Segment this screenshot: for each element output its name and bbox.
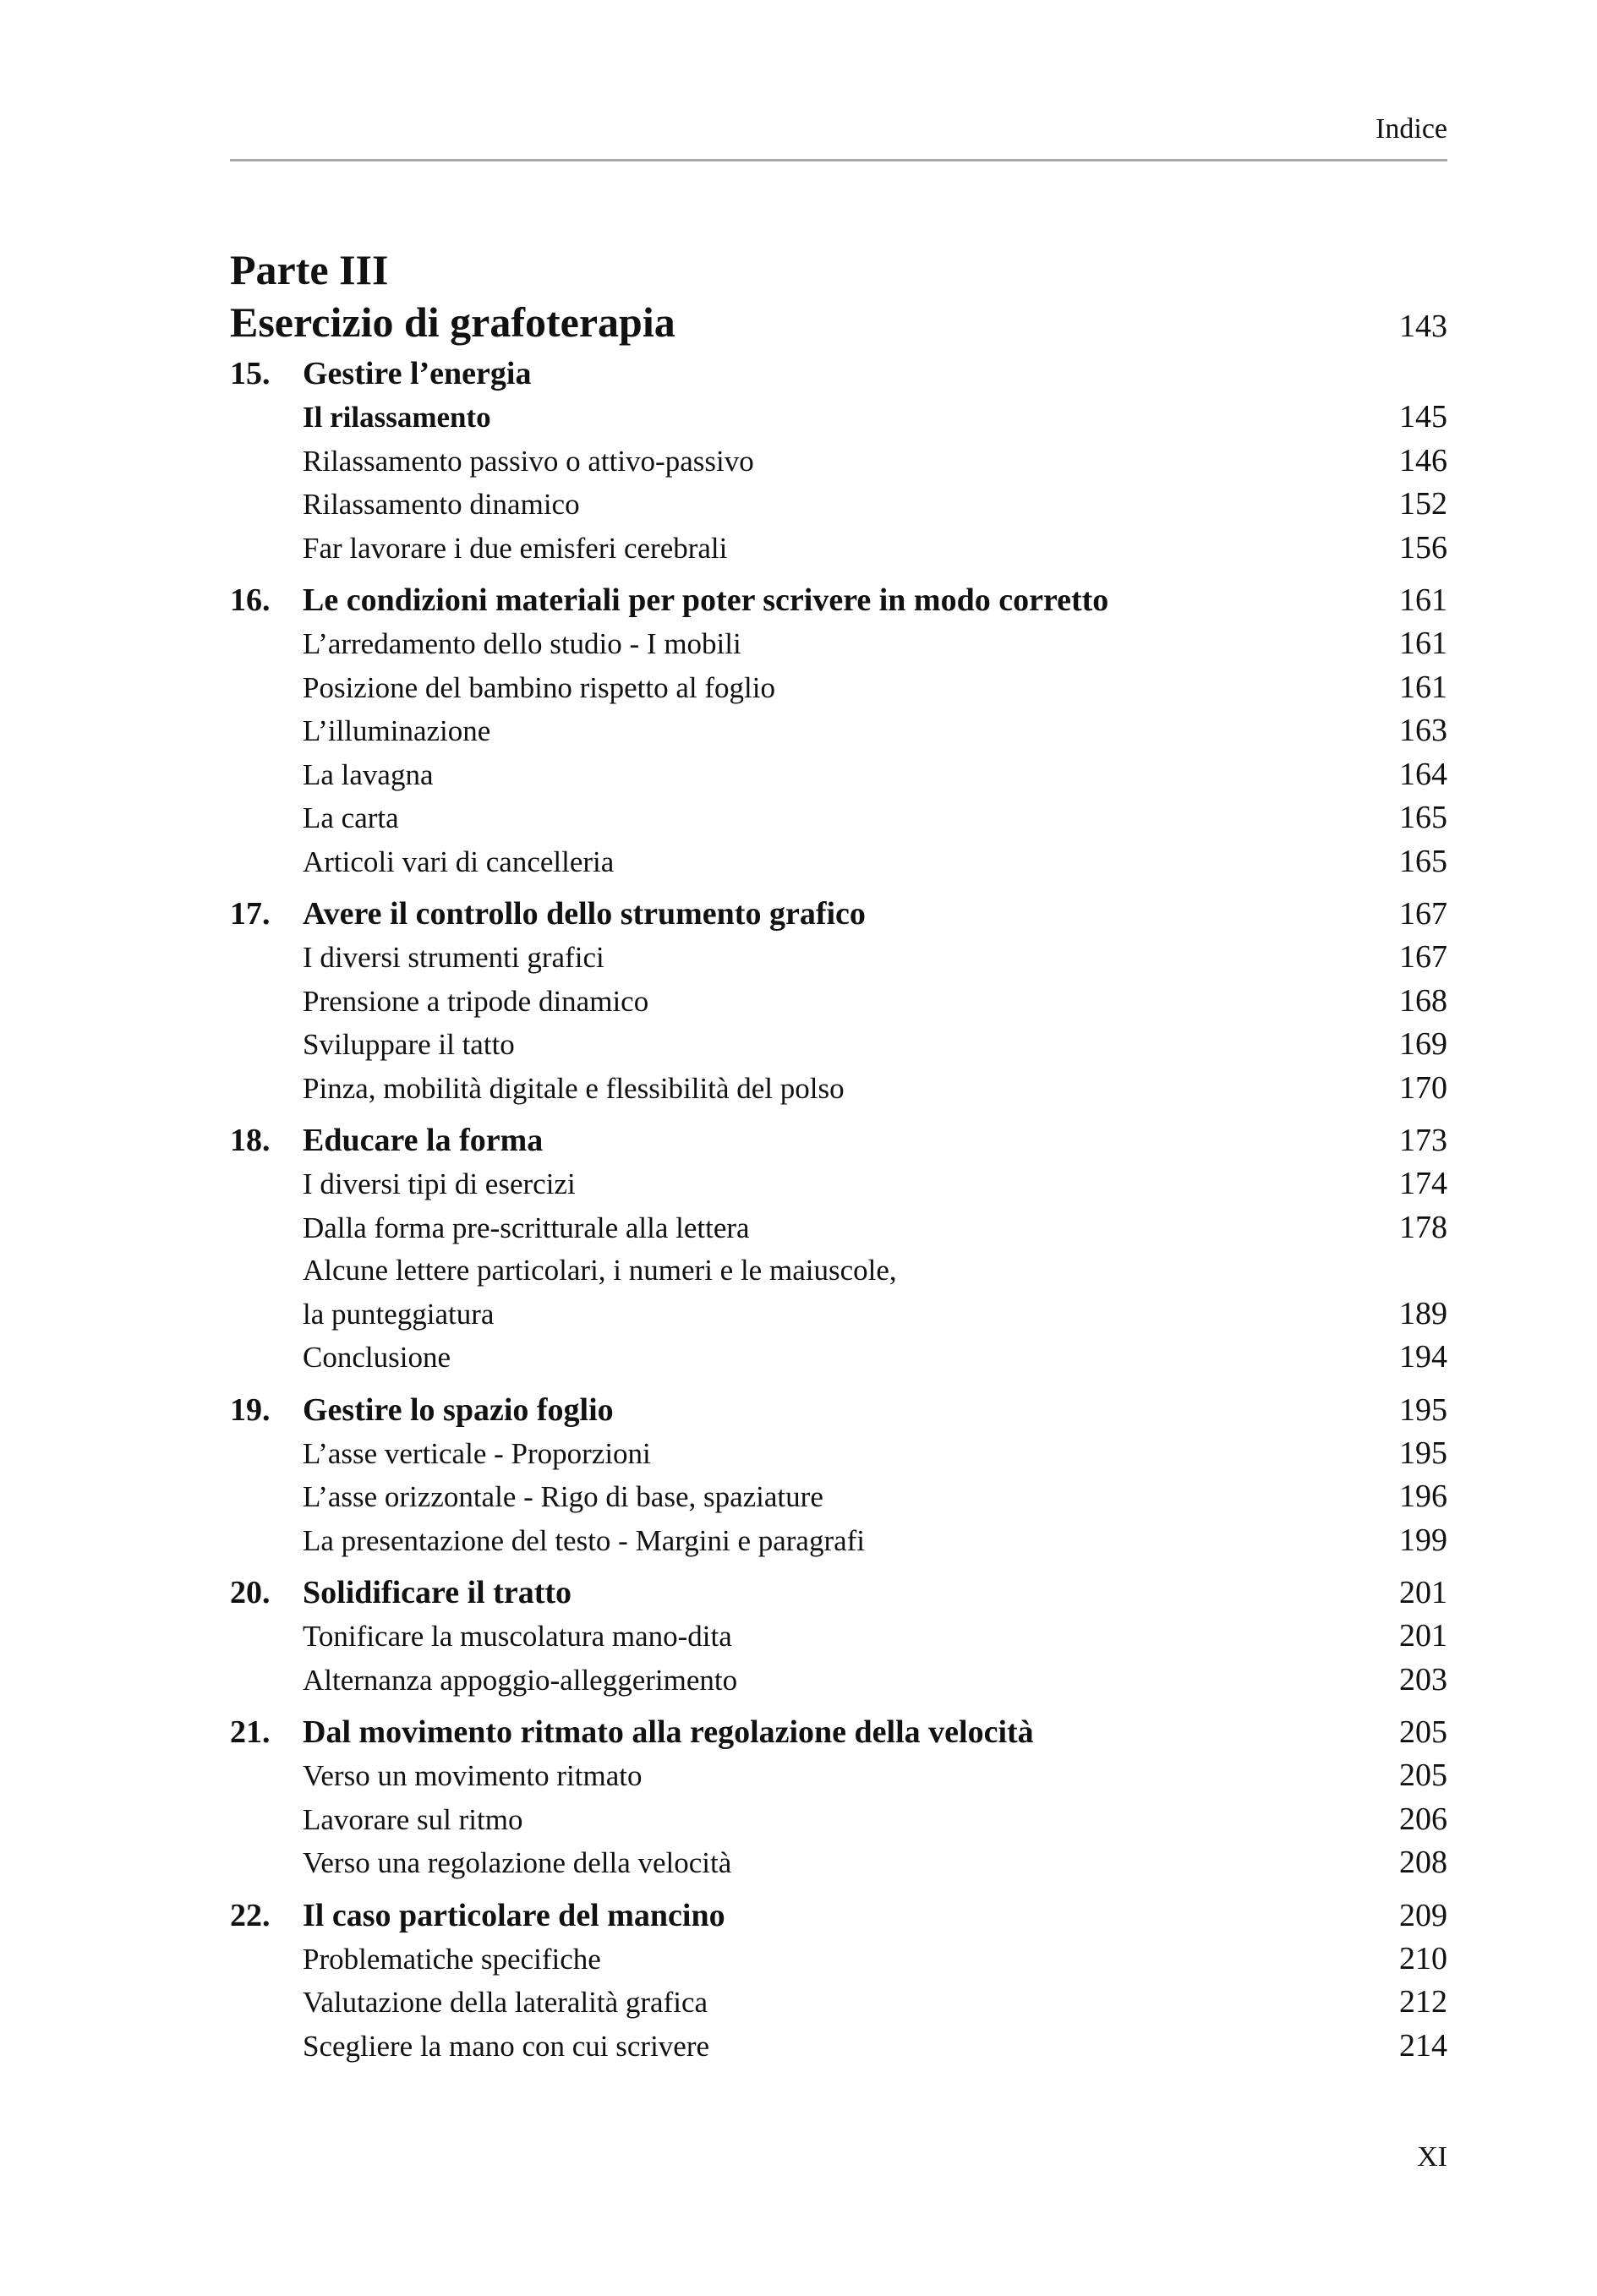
page-number: 195 (1399, 1435, 1447, 1471)
table-of-contents (230, 352, 1447, 2076)
page-number: 210 (1399, 1940, 1447, 1976)
chapter-heading[interactable] (230, 1118, 1447, 1162)
section-title: Lavorare sul ritmo (303, 1802, 523, 1836)
toc-entry[interactable] (230, 1798, 1447, 1842)
chapter-20 (230, 1571, 1447, 1702)
page-number: 212 (1399, 1984, 1447, 2020)
page-number: 196 (1399, 1479, 1447, 1514)
chapter-heading[interactable] (230, 1710, 1447, 1754)
toc-entry[interactable] (230, 527, 1447, 571)
toc-entry[interactable] (230, 1249, 1447, 1293)
section-title: Alternanza appoggio-alleggerimento (303, 1663, 738, 1697)
toc-entry[interactable] (230, 1981, 1447, 2025)
page-number: 167 (1399, 939, 1447, 975)
page-number: 170 (1399, 1069, 1447, 1106)
toc-entry[interactable] (230, 1023, 1447, 1067)
section-title: Il rilassamento (303, 401, 491, 434)
section-title: Valutazione della lateralità grafica (303, 1986, 708, 2019)
page-number: 203 (1399, 1661, 1447, 1697)
chapter-heading[interactable] (230, 1571, 1447, 1615)
chapter-number: 22. (230, 1897, 271, 1933)
toc-entry[interactable] (230, 1293, 1447, 1337)
section-title: Articoli vari di cancelleria (303, 845, 615, 878)
toc-entry[interactable] (230, 1659, 1447, 1703)
toc-entry[interactable] (230, 1938, 1447, 1982)
chapter-title: Il caso particolare del mancino (303, 1897, 725, 1933)
section-title: la punteggiatura (303, 1297, 495, 1331)
part-label: Parte III (230, 246, 389, 293)
toc-entry[interactable] (230, 1475, 1447, 1519)
page-number: 165 (1399, 800, 1447, 835)
section-title: Prensione a tripode dinamico (303, 984, 649, 1018)
chapter-number: 19. (230, 1391, 271, 1428)
chapter-heading[interactable] (230, 892, 1447, 936)
section-title: Dalla forma pre-scritturale alla lettera (303, 1211, 750, 1244)
chapter-number: 16. (230, 582, 271, 618)
page-number: 205 (1399, 1758, 1447, 1793)
page-number: 146 (1399, 442, 1447, 478)
page-number: 168 (1399, 982, 1447, 1019)
chapter-22 (230, 1894, 1447, 2069)
toc-entry[interactable] (230, 1432, 1447, 1476)
toc-entry[interactable] (230, 753, 1447, 797)
toc-entry[interactable] (230, 1519, 1447, 1563)
part-title-row[interactable] (230, 296, 1447, 353)
chapter-heading[interactable] (230, 578, 1447, 622)
toc-entry[interactable] (230, 666, 1447, 710)
section-title: Alcune lettere particolari, i numeri e le maiuscole, (303, 1254, 897, 1287)
running-head: Indice (1375, 113, 1447, 145)
chapter-heading[interactable] (230, 352, 1447, 396)
header-rule (230, 159, 1447, 161)
chapter-number: 20. (230, 1575, 271, 1610)
chapter-18 (230, 1118, 1447, 1380)
section-title: Conclusione (303, 1341, 451, 1374)
section-title: La presentazione del testo - Margini e paragrafi (303, 1523, 866, 1557)
page-number: 165 (1399, 843, 1447, 879)
chapter-title: Gestire l’energia (303, 356, 532, 391)
toc-entry[interactable] (230, 980, 1447, 1024)
chapter-16 (230, 578, 1447, 883)
section-title: L’illuminazione (303, 714, 491, 747)
page-number: 199 (1399, 1522, 1447, 1558)
section-title: Scegliere la mano con cui scrivere (303, 2029, 710, 2063)
section-title: L’asse verticale - Proporzioni (303, 1436, 651, 1470)
page-number: 164 (1399, 756, 1447, 792)
page-number: 174 (1399, 1166, 1447, 1201)
chapter-title: Dal movimento ritmato alla regolazione della velocità (303, 1714, 1034, 1750)
chapter-title: Avere il controllo dello strumento grafico (303, 896, 866, 932)
toc-entry[interactable] (230, 796, 1447, 840)
toc-entry[interactable] (230, 1754, 1447, 1798)
section-title: L’asse orizzontale - Rigo di base, spaziature (303, 1480, 823, 1513)
chapter-17 (230, 892, 1447, 1110)
page-number: 201 (1399, 1618, 1447, 1654)
page-number: 145 (1399, 399, 1447, 435)
section-title: La carta (303, 801, 399, 834)
toc-entry[interactable] (230, 622, 1447, 666)
chapter-19 (230, 1388, 1447, 1563)
page-number: 209 (1399, 1897, 1447, 1933)
page-number: 161 (1399, 626, 1447, 661)
page-number: 214 (1399, 2027, 1447, 2064)
page-number: 161 (1399, 669, 1447, 705)
chapter-number: 17. (230, 896, 271, 932)
toc-entry[interactable] (230, 2025, 1447, 2069)
chapter-title: Solidificare il tratto (303, 1575, 572, 1610)
toc-entry[interactable] (230, 1067, 1447, 1111)
chapter-number: 15. (230, 356, 271, 391)
page-folio: XI (1417, 2141, 1447, 2173)
toc-entry[interactable] (230, 709, 1447, 753)
chapter-number: 21. (230, 1714, 271, 1750)
section-title: Verso una regolazione della velocità (303, 1846, 732, 1879)
page-number: 143 (1399, 309, 1447, 344)
page-number: 152 (1399, 486, 1447, 522)
section-title: Verso un movimento ritmato (303, 1759, 643, 1792)
toc-entry[interactable] (230, 440, 1447, 484)
toc-entry[interactable] (230, 483, 1447, 527)
chapter-heading[interactable] (230, 1388, 1447, 1432)
section-title: Far lavorare i due emisferi cerebrali (303, 531, 728, 565)
page-number: 161 (1399, 582, 1447, 618)
page-number: 167 (1399, 896, 1447, 932)
chapter-heading[interactable] (230, 1894, 1447, 1938)
part-title: Esercizio di grafoterapia (230, 298, 675, 346)
page-number: 173 (1399, 1123, 1447, 1158)
section-title: Pinza, mobilità digitale e flessibilità del polso (303, 1071, 845, 1105)
chapter-21 (230, 1710, 1447, 1885)
section-title: Sviluppare il tatto (303, 1028, 515, 1061)
page-number: 178 (1399, 1209, 1447, 1245)
toc-entry[interactable] (230, 840, 1447, 884)
section-title: Tonificare la muscolatura mano-dita (303, 1620, 732, 1653)
toc-entry[interactable] (230, 396, 1447, 440)
chapter-number: 18. (230, 1123, 271, 1158)
chapter-title: Educare la forma (303, 1123, 544, 1158)
section-title: L’arredamento dello studio - I mobili (303, 627, 741, 660)
page-number: 205 (1399, 1714, 1447, 1750)
page-number: 156 (1399, 529, 1447, 566)
section-title: Posizione del bambino rispetto al foglio (303, 670, 775, 704)
toc-entry[interactable] (230, 1336, 1447, 1380)
page-number: 195 (1399, 1391, 1447, 1428)
page-number: 189 (1399, 1295, 1447, 1331)
page-number: 201 (1399, 1575, 1447, 1610)
toc-entry[interactable] (230, 1841, 1447, 1885)
section-title: I diversi strumenti grafici (303, 941, 604, 974)
section-title: Rilassamento passivo o attivo-passivo (303, 444, 754, 478)
toc-entry[interactable] (230, 936, 1447, 980)
chapter-15 (230, 352, 1447, 570)
toc-entry[interactable] (230, 1206, 1447, 1250)
part-heading (230, 243, 1447, 353)
page-number: 208 (1399, 1845, 1447, 1880)
page-number: 194 (1399, 1339, 1447, 1375)
section-title: Problematiche specifiche (303, 1942, 601, 1976)
page-number: 169 (1399, 1026, 1447, 1062)
section-title: Rilassamento dinamico (303, 488, 580, 521)
section-title: I diversi tipi di esercizi (303, 1167, 576, 1200)
page-number: 206 (1399, 1801, 1447, 1837)
toc-entry[interactable] (230, 1615, 1447, 1659)
chapter-title: Le condizioni materiali per poter scrivere in modo corretto (303, 582, 1109, 618)
page-number: 163 (1399, 713, 1447, 748)
section-title: La lavagna (303, 757, 434, 791)
toc-entry[interactable] (230, 1162, 1447, 1206)
chapter-title: Gestire lo spazio foglio (303, 1391, 614, 1428)
